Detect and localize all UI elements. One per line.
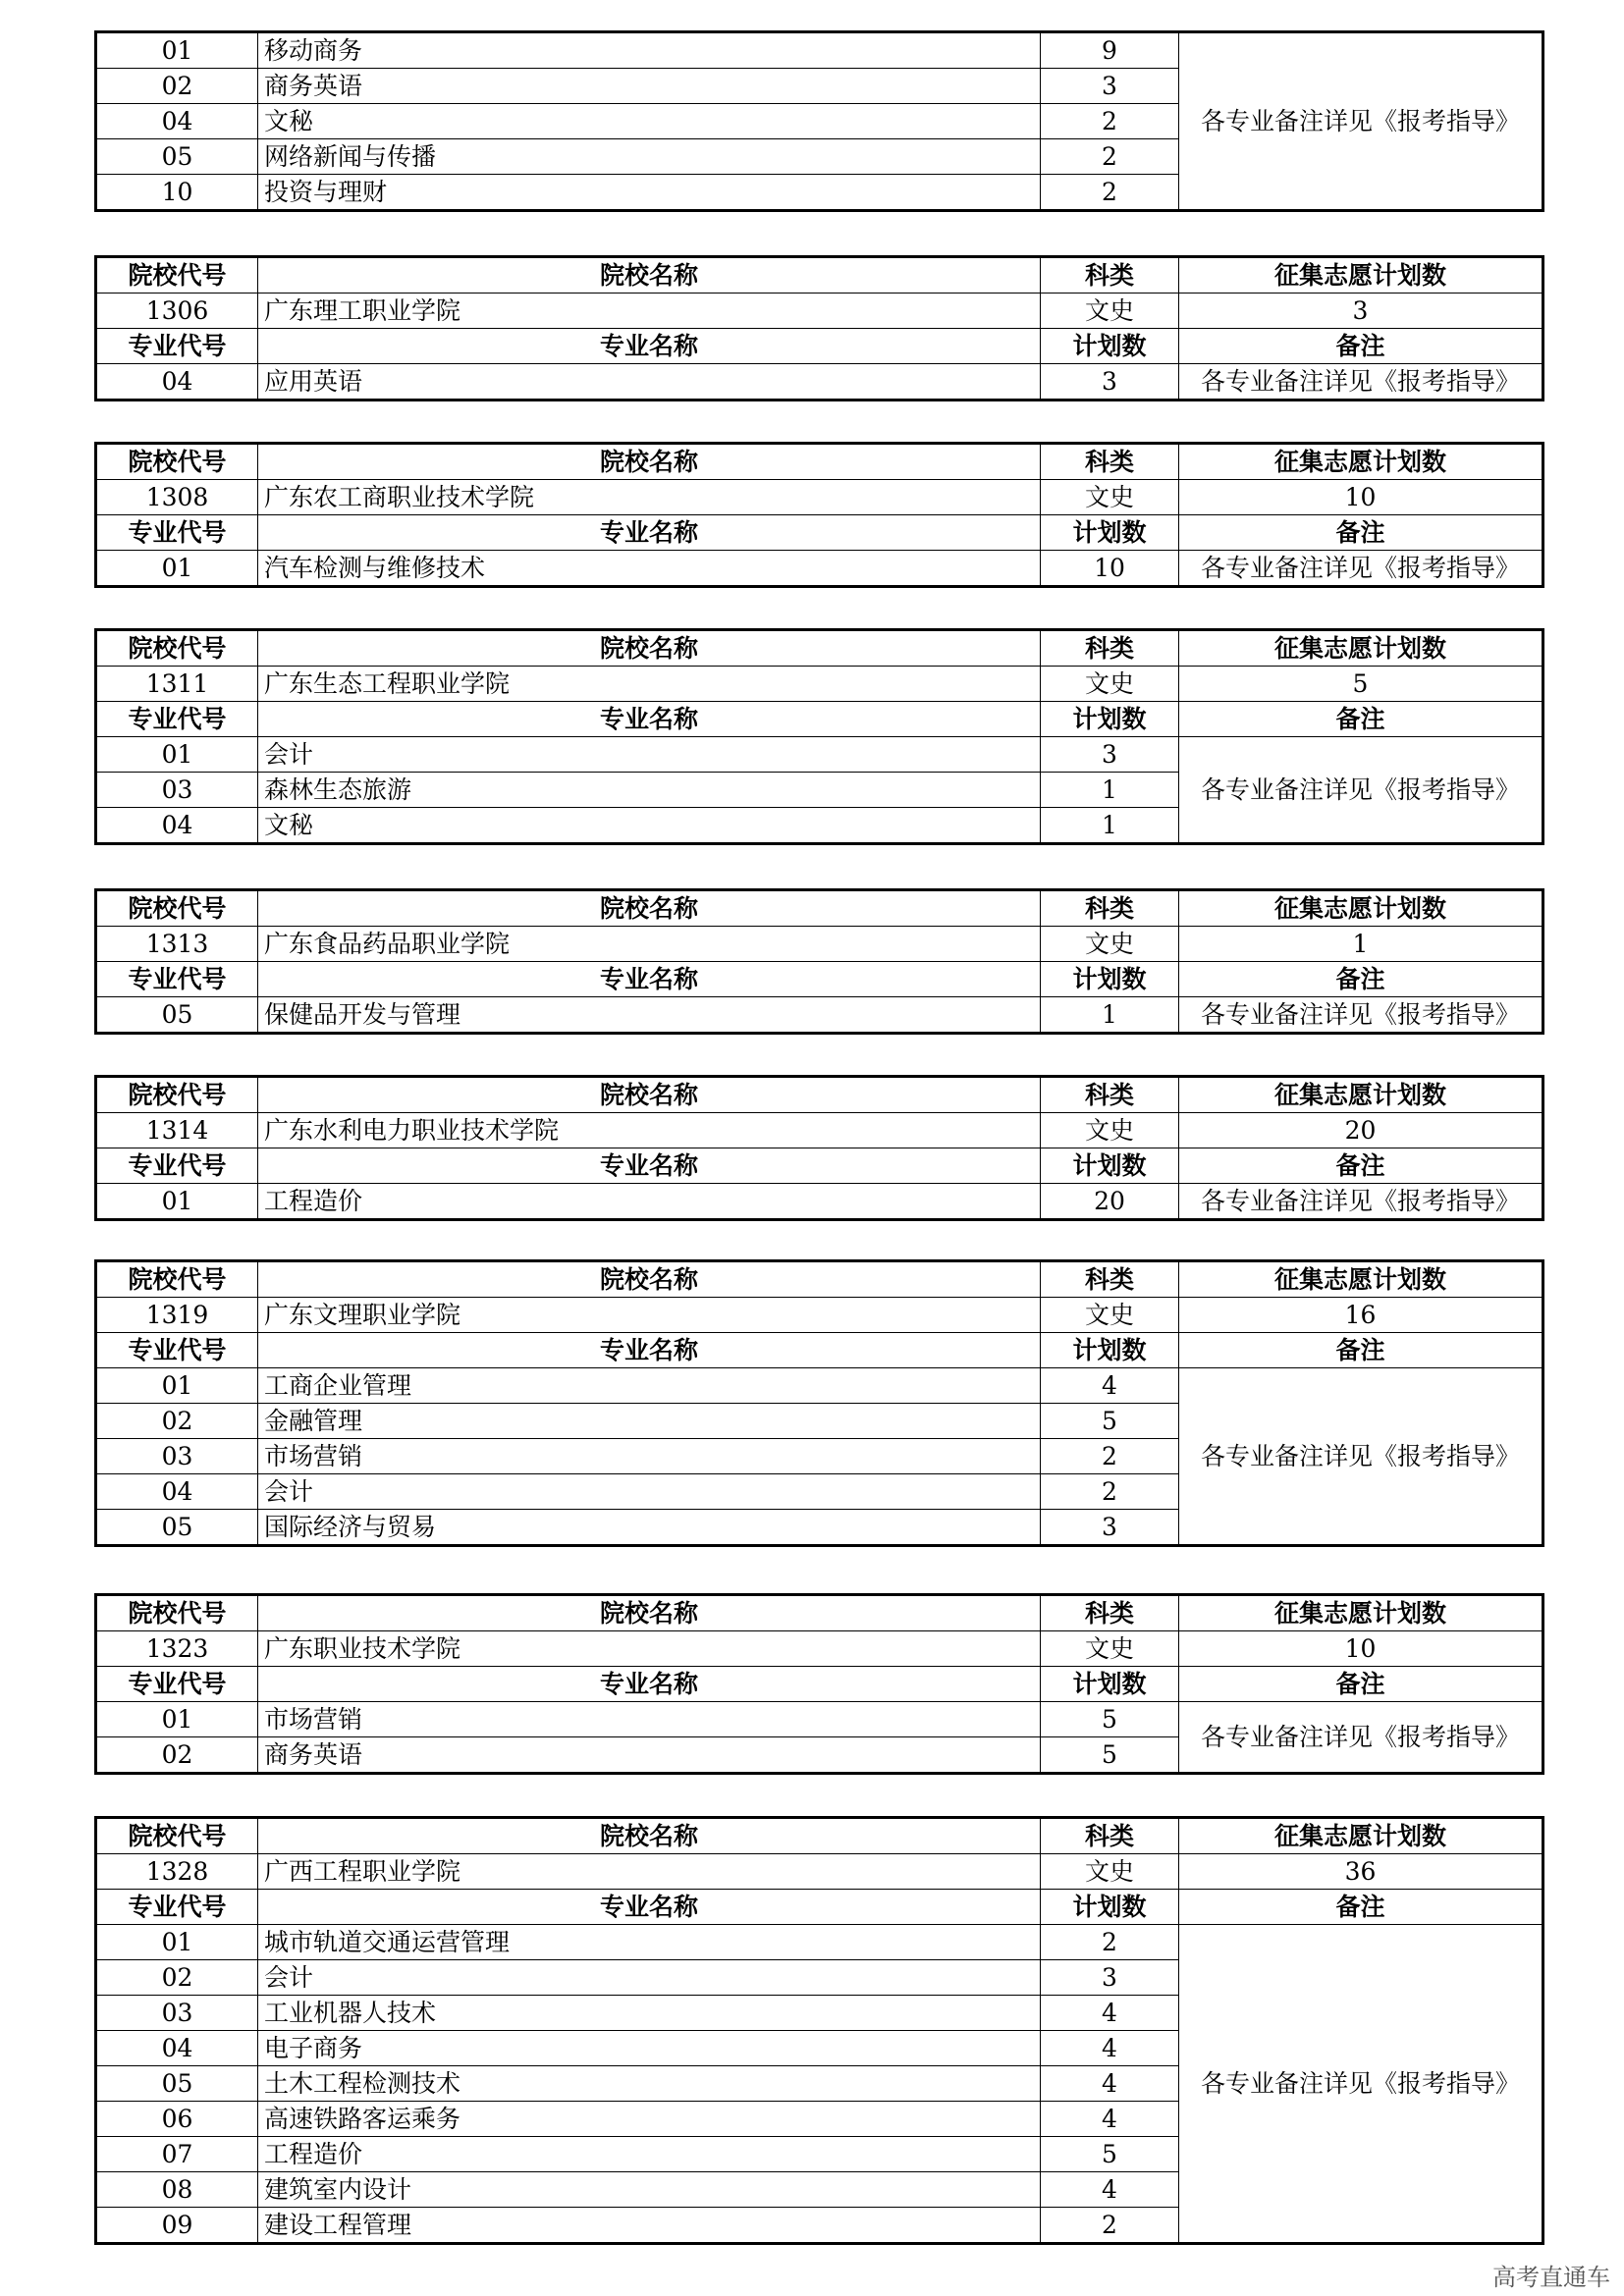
major-name: 移动商务 <box>258 32 1041 69</box>
remark-cell: 各专业备注详见《报考指导》 <box>1179 32 1543 211</box>
major-header-row <box>96 1667 1543 1702</box>
major-plan-count: 1 <box>1041 997 1179 1034</box>
school-name: 广东生态工程职业学院 <box>258 667 1041 702</box>
school-category: 文史 <box>1041 294 1179 329</box>
major-name: 投资与理财 <box>258 175 1041 211</box>
major-code: 02 <box>96 1737 258 1774</box>
major-name: 国际经济与贸易 <box>258 1510 1041 1546</box>
major-code: 01 <box>96 32 258 69</box>
major-plan-count: 4 <box>1041 1996 1179 2031</box>
school-code: 1308 <box>96 480 258 515</box>
major-name-header: 专业名称 <box>258 1667 1041 1702</box>
plan-count-header: 计划数 <box>1041 962 1179 997</box>
continued-major-table <box>94 30 1544 212</box>
major-header-row <box>96 1890 1543 1925</box>
remark-header: 备注 <box>1179 515 1543 551</box>
school-code: 1306 <box>96 294 258 329</box>
major-plan-count: 4 <box>1041 2102 1179 2137</box>
plan-total-header: 征集志愿计划数 <box>1179 444 1543 480</box>
plan-count-header: 计划数 <box>1041 1148 1179 1184</box>
school-name-header: 院校名称 <box>258 1077 1041 1113</box>
school-info-row <box>96 1631 1543 1667</box>
major-name-header: 专业名称 <box>258 702 1041 737</box>
major-code: 03 <box>96 1996 258 2031</box>
major-header-row <box>96 515 1543 551</box>
school-block <box>94 1593 1544 1775</box>
major-plan-count: 4 <box>1041 2031 1179 2066</box>
major-name: 文秘 <box>258 808 1041 844</box>
school-code-header: 院校代号 <box>96 444 258 480</box>
major-plan-count: 2 <box>1041 104 1179 139</box>
major-code: 05 <box>96 997 258 1034</box>
major-name: 保健品开发与管理 <box>258 997 1041 1034</box>
major-header-row <box>96 1333 1543 1368</box>
plan-total-header: 征集志愿计划数 <box>1179 1595 1543 1631</box>
school-plan-total: 3 <box>1179 294 1543 329</box>
major-plan-count: 9 <box>1041 32 1179 69</box>
school-code: 1328 <box>96 1854 258 1890</box>
school-category: 文史 <box>1041 667 1179 702</box>
major-row <box>96 1702 1543 1737</box>
school-name: 广东理工职业学院 <box>258 294 1041 329</box>
major-code-header: 专业代号 <box>96 1148 258 1184</box>
school-category: 文史 <box>1041 927 1179 962</box>
major-name: 电子商务 <box>258 2031 1041 2066</box>
plan-total-header: 征集志愿计划数 <box>1179 1818 1543 1854</box>
major-name: 建筑室内设计 <box>258 2172 1041 2208</box>
school-name: 广东职业技术学院 <box>258 1631 1041 1667</box>
major-code: 09 <box>96 2208 258 2244</box>
watermark: 高考直通车 <box>1492 2264 1610 2291</box>
remark-header: 备注 <box>1179 962 1543 997</box>
major-name: 会计 <box>258 1474 1041 1510</box>
school-code: 1311 <box>96 667 258 702</box>
major-name-header: 专业名称 <box>258 515 1041 551</box>
major-code: 02 <box>96 1960 258 1996</box>
plan-total-header: 征集志愿计划数 <box>1179 257 1543 294</box>
remark-header: 备注 <box>1179 329 1543 364</box>
major-plan-count: 3 <box>1041 69 1179 104</box>
school-info-row <box>96 480 1543 515</box>
major-code: 05 <box>96 139 258 175</box>
school-code-header: 院校代号 <box>96 257 258 294</box>
remark-header: 备注 <box>1179 702 1543 737</box>
remark-header: 备注 <box>1179 1148 1543 1184</box>
major-plan-count: 3 <box>1041 1960 1179 1996</box>
major-row <box>96 551 1543 587</box>
school-category: 文史 <box>1041 1631 1179 1667</box>
major-plan-count: 5 <box>1041 1702 1179 1737</box>
major-header-row <box>96 329 1543 364</box>
category-header: 科类 <box>1041 1077 1179 1113</box>
remark-cell: 各专业备注详见《报考指导》 <box>1179 364 1543 400</box>
major-plan-count: 2 <box>1041 1925 1179 1960</box>
major-plan-count: 1 <box>1041 808 1179 844</box>
major-name: 应用英语 <box>258 364 1041 400</box>
school-plan-total: 5 <box>1179 667 1543 702</box>
school-header-row <box>96 1818 1543 1854</box>
major-plan-count: 2 <box>1041 1439 1179 1474</box>
school-info-row <box>96 667 1543 702</box>
major-row <box>96 1368 1543 1404</box>
school-info-row <box>96 1113 1543 1148</box>
major-plan-count: 4 <box>1041 2172 1179 2208</box>
major-name: 会计 <box>258 1960 1041 1996</box>
school-code: 1319 <box>96 1298 258 1333</box>
major-code: 04 <box>96 808 258 844</box>
school-plan-total: 10 <box>1179 1631 1543 1667</box>
school-name: 广东水利电力职业技术学院 <box>258 1113 1041 1148</box>
remark-cell: 各专业备注详见《报考指导》 <box>1179 1184 1543 1220</box>
major-name-header: 专业名称 <box>258 329 1041 364</box>
category-header: 科类 <box>1041 1595 1179 1631</box>
school-category: 文史 <box>1041 480 1179 515</box>
school-info-row <box>96 294 1543 329</box>
major-code: 01 <box>96 1368 258 1404</box>
school-block <box>94 1075 1544 1221</box>
major-code-header: 专业代号 <box>96 702 258 737</box>
major-code-header: 专业代号 <box>96 515 258 551</box>
school-info-row <box>96 1854 1543 1890</box>
plan-count-header: 计划数 <box>1041 1667 1179 1702</box>
major-name: 森林生态旅游 <box>258 773 1041 808</box>
major-code: 03 <box>96 1439 258 1474</box>
major-name: 土木工程检测技术 <box>258 2066 1041 2102</box>
major-code-header: 专业代号 <box>96 962 258 997</box>
remark-header: 备注 <box>1179 1890 1543 1925</box>
school-block <box>94 888 1544 1035</box>
school-header-row <box>96 1261 1543 1298</box>
major-code: 05 <box>96 2066 258 2102</box>
major-name-header: 专业名称 <box>258 1148 1041 1184</box>
major-name: 工程造价 <box>258 2137 1041 2172</box>
major-code: 04 <box>96 364 258 400</box>
school-block <box>94 442 1544 588</box>
school-name-header: 院校名称 <box>258 1818 1041 1854</box>
plan-count-header: 计划数 <box>1041 329 1179 364</box>
school-category: 文史 <box>1041 1113 1179 1148</box>
plan-total-header: 征集志愿计划数 <box>1179 1261 1543 1298</box>
major-header-row <box>96 702 1543 737</box>
major-code: 10 <box>96 175 258 211</box>
school-name: 广西工程职业学院 <box>258 1854 1041 1890</box>
major-code-header: 专业代号 <box>96 1333 258 1368</box>
school-header-row <box>96 1595 1543 1631</box>
remark-cell: 各专业备注详见《报考指导》 <box>1179 997 1543 1034</box>
major-row <box>96 1925 1543 1960</box>
major-plan-count: 3 <box>1041 737 1179 773</box>
school-header-row <box>96 630 1543 667</box>
major-code-header: 专业代号 <box>96 1890 258 1925</box>
school-block <box>94 628 1544 845</box>
school-plan-total: 10 <box>1179 480 1543 515</box>
major-plan-count: 2 <box>1041 1474 1179 1510</box>
major-code: 06 <box>96 2102 258 2137</box>
major-name-header: 专业名称 <box>258 1333 1041 1368</box>
major-plan-count: 20 <box>1041 1184 1179 1220</box>
major-plan-count: 2 <box>1041 2208 1179 2244</box>
remark-cell: 各专业备注详见《报考指导》 <box>1179 1368 1543 1546</box>
major-code: 02 <box>96 1404 258 1439</box>
school-plan-total: 20 <box>1179 1113 1543 1148</box>
category-header: 科类 <box>1041 444 1179 480</box>
major-name: 商务英语 <box>258 69 1041 104</box>
major-row <box>96 32 1543 69</box>
school-code: 1313 <box>96 927 258 962</box>
school-header-row <box>96 890 1543 927</box>
major-row <box>96 1184 1543 1220</box>
category-header: 科类 <box>1041 1261 1179 1298</box>
major-code: 07 <box>96 2137 258 2172</box>
major-name: 工程造价 <box>258 1184 1041 1220</box>
school-name-header: 院校名称 <box>258 890 1041 927</box>
school-name-header: 院校名称 <box>258 444 1041 480</box>
plan-total-header: 征集志愿计划数 <box>1179 1077 1543 1113</box>
major-plan-count: 3 <box>1041 1510 1179 1546</box>
school-plan-total: 1 <box>1179 927 1543 962</box>
plan-count-header: 计划数 <box>1041 515 1179 551</box>
major-name: 市场营销 <box>258 1439 1041 1474</box>
major-row <box>96 737 1543 773</box>
plan-total-header: 征集志愿计划数 <box>1179 630 1543 667</box>
school-code: 1314 <box>96 1113 258 1148</box>
school-code: 1323 <box>96 1631 258 1667</box>
major-name-header: 专业名称 <box>258 1890 1041 1925</box>
school-category: 文史 <box>1041 1854 1179 1890</box>
major-plan-count: 2 <box>1041 175 1179 211</box>
category-header: 科类 <box>1041 257 1179 294</box>
plan-count-header: 计划数 <box>1041 702 1179 737</box>
major-header-row <box>96 962 1543 997</box>
school-code-header: 院校代号 <box>96 1261 258 1298</box>
major-code: 04 <box>96 104 258 139</box>
major-header-row <box>96 1148 1543 1184</box>
major-row <box>96 364 1543 400</box>
major-name: 文秘 <box>258 104 1041 139</box>
major-plan-count: 10 <box>1041 551 1179 587</box>
school-name-header: 院校名称 <box>258 257 1041 294</box>
school-name-header: 院校名称 <box>258 1595 1041 1631</box>
school-plan-total: 16 <box>1179 1298 1543 1333</box>
school-code-header: 院校代号 <box>96 890 258 927</box>
major-code: 05 <box>96 1510 258 1546</box>
remark-cell: 各专业备注详见《报考指导》 <box>1179 737 1543 844</box>
major-plan-count: 3 <box>1041 364 1179 400</box>
remark-cell: 各专业备注详见《报考指导》 <box>1179 1702 1543 1774</box>
major-code: 04 <box>96 2031 258 2066</box>
plan-count-header: 计划数 <box>1041 1890 1179 1925</box>
school-info-row <box>96 1298 1543 1333</box>
school-name-header: 院校名称 <box>258 1261 1041 1298</box>
remark-header: 备注 <box>1179 1667 1543 1702</box>
category-header: 科类 <box>1041 890 1179 927</box>
school-code-header: 院校代号 <box>96 1595 258 1631</box>
major-code-header: 专业代号 <box>96 1667 258 1702</box>
major-name: 高速铁路客运乘务 <box>258 2102 1041 2137</box>
school-plan-total: 36 <box>1179 1854 1543 1890</box>
major-name: 金融管理 <box>258 1404 1041 1439</box>
major-code: 01 <box>96 1702 258 1737</box>
major-plan-count: 4 <box>1041 2066 1179 2102</box>
school-code-header: 院校代号 <box>96 1077 258 1113</box>
major-row <box>96 997 1543 1034</box>
major-name: 城市轨道交通运营管理 <box>258 1925 1041 1960</box>
school-code-header: 院校代号 <box>96 630 258 667</box>
major-name: 建设工程管理 <box>258 2208 1041 2244</box>
category-header: 科类 <box>1041 630 1179 667</box>
school-block <box>94 1816 1544 2245</box>
school-name: 广东食品药品职业学院 <box>258 927 1041 962</box>
major-name: 汽车检测与维修技术 <box>258 551 1041 587</box>
plan-count-header: 计划数 <box>1041 1333 1179 1368</box>
major-name-header: 专业名称 <box>258 962 1041 997</box>
school-info-row <box>96 927 1543 962</box>
major-plan-count: 1 <box>1041 773 1179 808</box>
major-name: 工商企业管理 <box>258 1368 1041 1404</box>
major-code: 01 <box>96 551 258 587</box>
remark-cell: 各专业备注详见《报考指导》 <box>1179 551 1543 587</box>
major-code: 01 <box>96 737 258 773</box>
school-category: 文史 <box>1041 1298 1179 1333</box>
school-header-row <box>96 444 1543 480</box>
major-code: 01 <box>96 1925 258 1960</box>
major-code: 02 <box>96 69 258 104</box>
major-code: 08 <box>96 2172 258 2208</box>
major-code-header: 专业代号 <box>96 329 258 364</box>
school-name: 广东文理职业学院 <box>258 1298 1041 1333</box>
school-code-header: 院校代号 <box>96 1818 258 1854</box>
major-plan-count: 4 <box>1041 1368 1179 1404</box>
major-name: 市场营销 <box>258 1702 1041 1737</box>
major-name: 工业机器人技术 <box>258 1996 1041 2031</box>
major-name: 网络新闻与传播 <box>258 139 1041 175</box>
plan-total-header: 征集志愿计划数 <box>1179 890 1543 927</box>
major-code: 04 <box>96 1474 258 1510</box>
major-name: 会计 <box>258 737 1041 773</box>
major-plan-count: 2 <box>1041 139 1179 175</box>
school-header-row <box>96 1077 1543 1113</box>
school-block <box>94 1259 1544 1547</box>
major-code: 03 <box>96 773 258 808</box>
major-plan-count: 5 <box>1041 2137 1179 2172</box>
category-header: 科类 <box>1041 1818 1179 1854</box>
school-name-header: 院校名称 <box>258 630 1041 667</box>
school-block <box>94 255 1544 401</box>
school-header-row <box>96 257 1543 294</box>
major-name: 商务英语 <box>258 1737 1041 1774</box>
major-plan-count: 5 <box>1041 1737 1179 1774</box>
school-name: 广东农工商职业技术学院 <box>258 480 1041 515</box>
major-code: 01 <box>96 1184 258 1220</box>
major-plan-count: 5 <box>1041 1404 1179 1439</box>
remark-cell: 各专业备注详见《报考指导》 <box>1179 1925 1543 2244</box>
remark-header: 备注 <box>1179 1333 1543 1368</box>
